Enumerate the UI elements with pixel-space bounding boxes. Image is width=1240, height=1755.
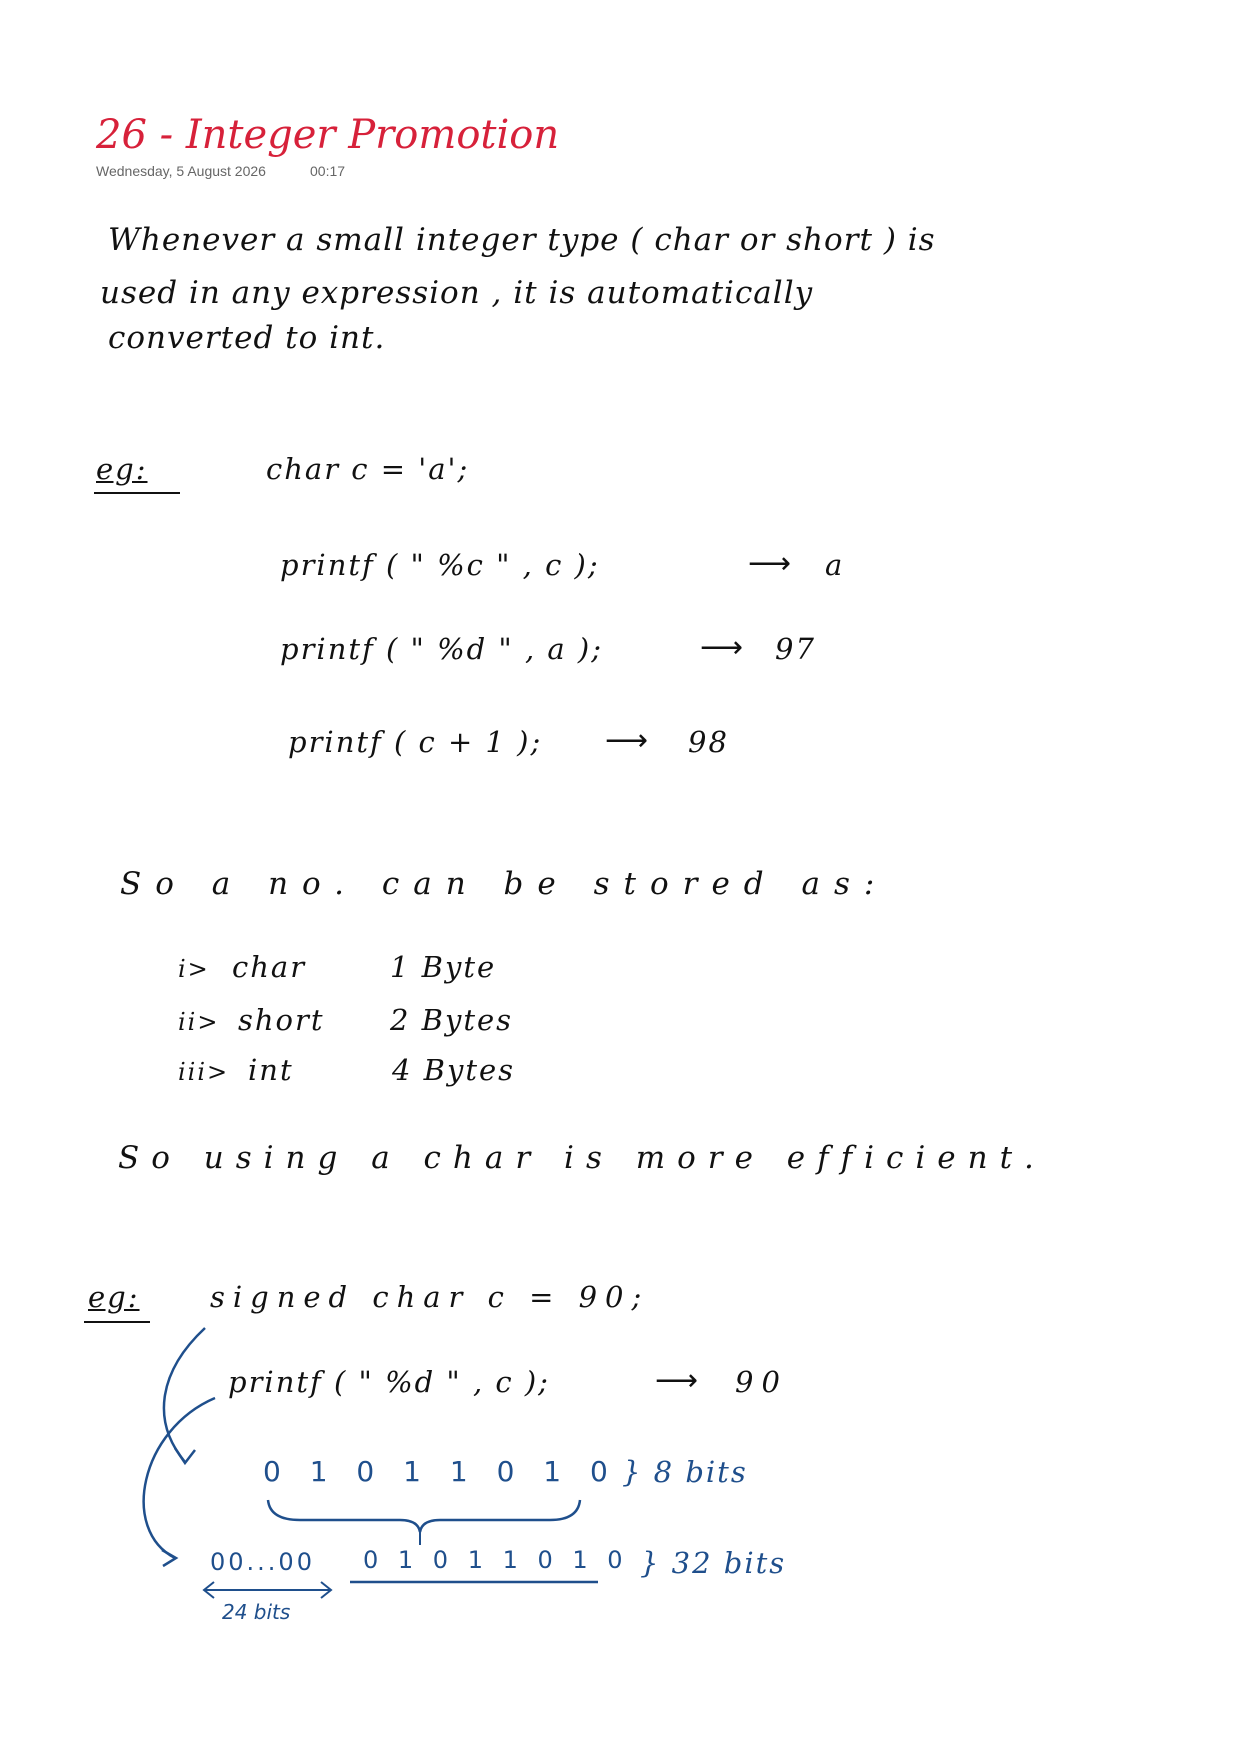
storage-marker-1: i> <box>178 955 210 983</box>
arrow-icon: ⟶ <box>748 546 792 581</box>
intro-line-1: Whenever a small integer type ( char or short ) is <box>108 222 936 258</box>
storage-marker-2: ii> <box>178 1008 220 1036</box>
arrow-icon: ⟶ <box>605 723 649 758</box>
example1-print-char: printf ( " %c " , c ); <box>280 548 600 582</box>
page-title: 26 - Integer Promotion <box>96 112 560 158</box>
example1-print-int: printf ( " %d " , a ); <box>280 632 603 666</box>
storage-type-char: char <box>232 950 307 984</box>
padding-zeros: 00...00 <box>210 1548 315 1576</box>
example1-result-plus-one: 98 <box>688 725 729 759</box>
storage-marker-3: iii> <box>178 1058 230 1086</box>
example2-declaration: signed char c = 90; <box>210 1280 650 1314</box>
bits-32-low: 0 1 0 1 1 0 1 0 <box>363 1546 629 1574</box>
padding-label: 24 bits <box>222 1600 291 1624</box>
intro-line-3: converted to int. <box>108 320 386 356</box>
example1-label: eg: <box>96 452 148 486</box>
storage-size-char: 1 Byte <box>390 950 497 984</box>
note-time: 00:17 <box>310 163 346 179</box>
storage-size-short: 2 Bytes <box>390 1003 514 1037</box>
example2-label: eg: <box>88 1280 140 1314</box>
example1-print-plus-one: printf ( c + 1 ); <box>288 725 543 759</box>
storage-heading: So a no. can be stored as: <box>120 866 889 902</box>
example1-declaration: char c = 'a'; <box>266 452 470 486</box>
bits-8: 0 1 0 1 1 0 1 0 <box>263 1455 618 1488</box>
example2-print: printf ( " %d " , c ); <box>228 1365 550 1399</box>
bits-8-label: } 8 bits <box>622 1455 748 1489</box>
example2-result: 90 <box>735 1365 788 1399</box>
example1-result-char: a <box>825 548 845 582</box>
storage-conclusion: So using a char is more efficient. <box>118 1140 1046 1176</box>
storage-size-int: 4 Bytes <box>392 1053 516 1087</box>
example1-result-int: 97 <box>775 632 816 666</box>
storage-type-short: short <box>238 1003 325 1037</box>
intro-line-2: used in any expression , it is automatically <box>100 275 814 311</box>
bits-32-label: } 32 bits <box>640 1546 787 1580</box>
arrow-icon: ⟶ <box>655 1363 699 1398</box>
storage-type-int: int <box>248 1053 294 1087</box>
note-date: Wednesday, 5 August 2026 <box>96 163 266 179</box>
arrow-icon: ⟶ <box>700 630 744 665</box>
